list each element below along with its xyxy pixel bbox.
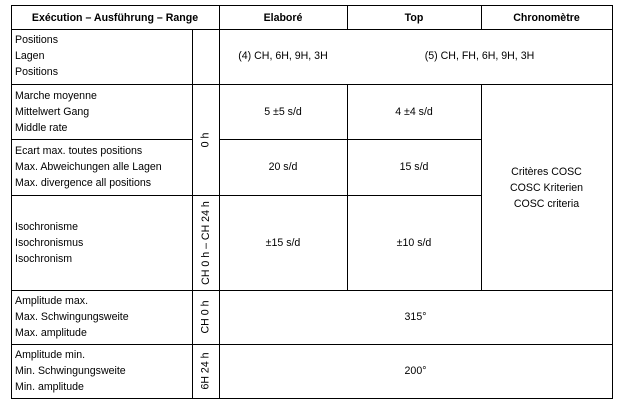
- label-line-fr: Marche moyenne: [15, 90, 97, 102]
- cell-elabore-positions: (4) CH, 6H, 9H, 3H: [238, 50, 328, 62]
- label-line-de: Mittelwert Gang: [15, 106, 90, 118]
- header-elabore: Elaboré: [263, 11, 303, 24]
- grid-line: [11, 139, 192, 140]
- row-label-amplitude-max: [12, 291, 192, 343]
- cell-top-rate: 4 ±4 s/d: [395, 106, 433, 118]
- label-line-fr: Isochronisme: [15, 220, 78, 233]
- cell-elabore-isochronism: ±15 s/d: [265, 236, 301, 249]
- cosc-line-en: COSC criteria: [513, 197, 580, 210]
- cell-amplitude-max: 315°: [404, 311, 427, 323]
- cosc-line-fr: Critères COSC: [511, 165, 582, 178]
- header-top: Top: [404, 11, 424, 24]
- grid-line: [11, 290, 612, 291]
- header-chronometre: Chronomètre: [513, 11, 580, 24]
- grid-line: [481, 5, 482, 29]
- grid-line: [347, 5, 348, 29]
- label-line-fr: Amplitude min.: [15, 349, 86, 361]
- grid-line: [11, 29, 612, 30]
- cell-elabore-rate: 5 ±5 s/d: [264, 106, 302, 118]
- label-line-de: Max. Abweichungen alle Lagen: [15, 161, 162, 173]
- cosc-criteria: [510, 164, 583, 212]
- label-line-fr: Positions: [15, 34, 58, 46]
- row-label-rate: [12, 86, 192, 138]
- label-line-de: Min. Schwingungsweite: [15, 365, 126, 377]
- grid-line: [219, 139, 481, 140]
- cell-elabore-divergence: 20 s/d: [268, 161, 298, 173]
- cell-top-divergence: 15 s/d: [399, 161, 429, 173]
- condition-ch-0h: CH 0 h: [199, 300, 212, 334]
- cell-top-chrono-positions: (5) CH, FH, 6H, 9H, 3H: [424, 50, 535, 62]
- cell-amplitude-min: 200°: [404, 365, 427, 377]
- label-line-en: Max. amplitude: [15, 327, 87, 339]
- grid-line: [11, 344, 612, 345]
- label-line-de: Isochronismus: [15, 236, 84, 249]
- label-line-de: Lagen: [15, 50, 45, 62]
- grid-line: [11, 195, 481, 196]
- label-line-de: Max. Schwingungsweite: [15, 311, 129, 323]
- cell-top-isochronism: ±10 s/d: [396, 236, 432, 249]
- grid-line: [11, 5, 12, 399]
- condition-6h-24h: 6H 24 h: [199, 352, 212, 390]
- row-label-isochronism: [12, 196, 192, 289]
- grid-line: [11, 5, 612, 6]
- grid-line: [11, 84, 612, 85]
- label-line-en: Middle rate: [15, 122, 68, 134]
- grid-line: [192, 29, 193, 399]
- label-line-en: Min. amplitude: [15, 381, 84, 393]
- cosc-line-de: COSC Kriterien: [510, 181, 583, 194]
- grid-line: [219, 5, 220, 399]
- row-label-positions: [12, 30, 192, 82]
- condition-ch-range: CH 0 h – CH 24 h: [199, 200, 212, 285]
- grid-line: [11, 398, 613, 399]
- label-line-fr: Ecart max. toutes positions: [15, 145, 143, 157]
- cosc-criteria-cell: [481, 86, 612, 289]
- row-label-amplitude-min: [12, 345, 192, 397]
- label-line-en: Positions: [15, 66, 58, 78]
- condition-0h: 0 h: [199, 132, 212, 148]
- label-line-en: Isochronism: [15, 252, 73, 265]
- header-execution: Exécution – Ausführung – Range: [31, 11, 199, 24]
- grid-line: [481, 84, 482, 290]
- grid-line: [347, 84, 348, 290]
- row-label-divergence: [12, 140, 192, 194]
- grid-line: [612, 5, 613, 399]
- label-line-en: Max. divergence all positions: [15, 177, 152, 189]
- label-line-fr: Amplitude max.: [15, 295, 89, 307]
